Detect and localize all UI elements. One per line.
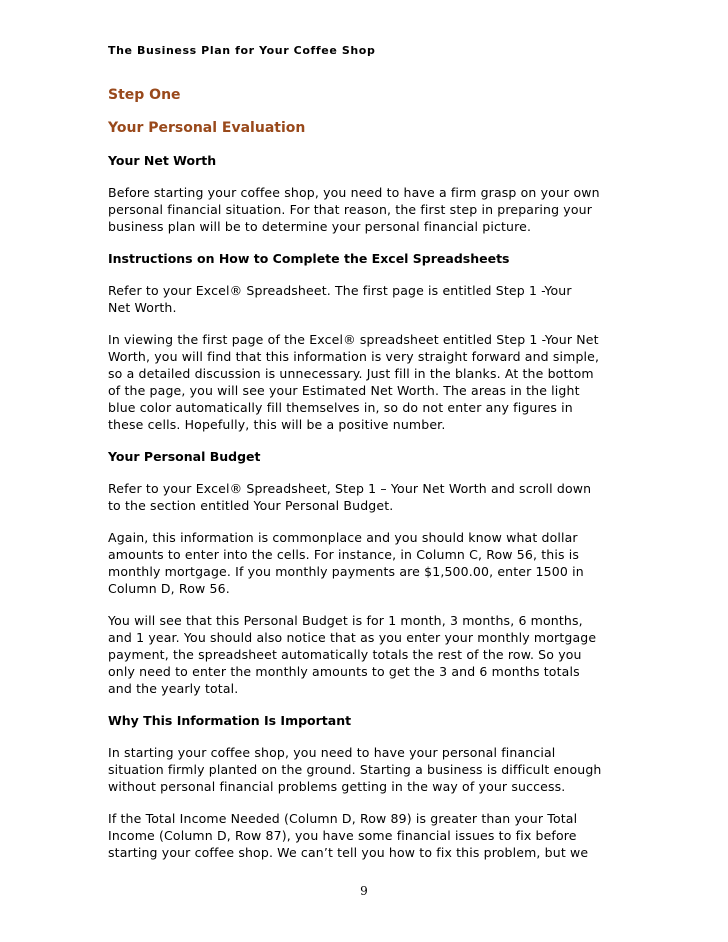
- instructions-paragraph-2: In viewing the first page of the Excel® spreadsheet entitled Step 1 -Your Net Worth, you will find that this information is very straight forward and simple, so a detailed discussion is unnecessary. Just fill in the blanks. At the bottom of the page, you will see your Estimated Net Worth. The areas in the light blue color automatically fill themselves in, so do not enter any figures in these cells. Hopefully, this will be a positive number.: [108, 332, 600, 432]
- instructions-paragraph-1: Refer to your Excel® Spreadsheet. The first page is entitled Step 1 -Your Net Worth.: [108, 283, 572, 315]
- step-title: Step One: [108, 87, 181, 103]
- instructions-heading: Instructions on How to Complete the Excel Spreadsheets: [108, 251, 510, 266]
- importance-paragraph-2: If the Total Income Needed (Column D, Row 89) is greater than your Total Income (Column D, Row 87), you have some financial issues to fix before starting your coffee shop. We can’t tell you how to fix this problem, but we: [108, 811, 589, 860]
- page-number: 9: [360, 884, 368, 898]
- budget-heading: Your Personal Budget: [108, 449, 261, 464]
- importance-paragraph-1: In starting your coffee shop, you need to have your personal financial situation firmly planted on the ground. Starting a business is difficult enough without personal financial problems getting in the way of your success.: [108, 745, 602, 794]
- net-worth-paragraph: Before starting your coffee shop, you need to have a firm grasp on your own personal financial situation. For that reason, the first step in preparing your business plan will be to determine your personal financial picture.: [108, 185, 600, 234]
- net-worth-heading: Your Net Worth: [108, 153, 217, 168]
- step-subtitle: Your Personal Evaluation: [108, 120, 306, 136]
- budget-paragraph-2: Again, this information is commonplace and you should know what dollar amounts to enter into the cells. For instance, in Column C, Row 56, this is monthly mortgage. If you monthly payments are $1,500.00, enter 1500 in Column D, Row 56.: [108, 530, 584, 596]
- budget-paragraph-1: Refer to your Excel® Spreadsheet, Step 1 – Your Net Worth and scroll down to the section entitled Your Personal Budget.: [108, 481, 592, 513]
- budget-paragraph-3: You will see that this Personal Budget is for 1 month, 3 months, 6 months, and 1 year. You should also notice that as you enter your monthly mortgage payment, the spreadsheet automatically totals the rest of the row. So you only need to enter the monthly amounts to get the 3 and 6 months totals and the yearly total.: [108, 613, 597, 696]
- importance-heading: Why This Information Is Important: [108, 713, 352, 728]
- running-header: The Business Plan for Your Coffee Shop: [108, 44, 376, 57]
- page-content: [108, 86, 621, 861]
